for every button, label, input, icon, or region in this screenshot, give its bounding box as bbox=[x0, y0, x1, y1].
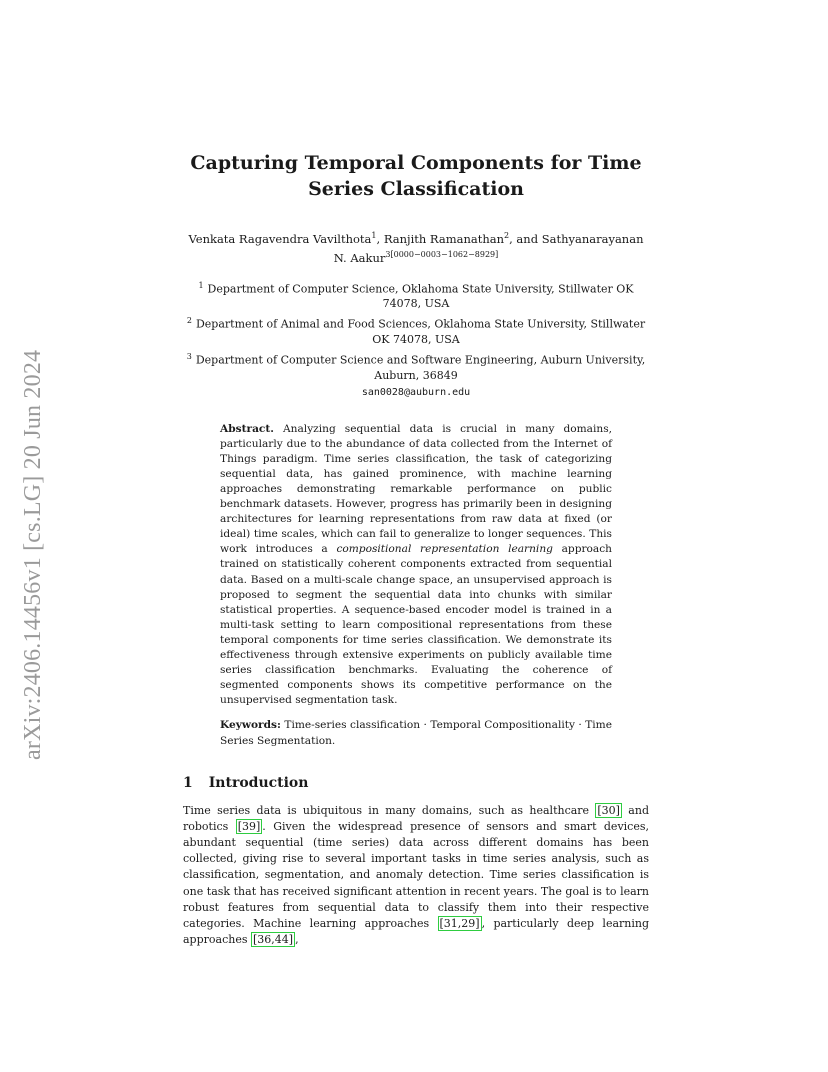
citation-link[interactable]: [36,44] bbox=[252, 933, 294, 947]
abstract-emphasis: compositional representation learning bbox=[336, 543, 553, 556]
affiliation-2: $^2$ Department of Animal and Food Sciences, Oklahoma State University, Stillwater OK 74078, USA bbox=[186, 316, 646, 346]
affiliation-1: $^1$ Department of Computer Science, Oklahoma State University, Stillwater OK 74078, USA bbox=[198, 280, 634, 311]
abstract-text-1: Analyzing sequential data is crucial in many domains, particularly due to the abundance of data collected from the Internet of Things paradigm. Time series classification, the task of categorizing sequential data, has gained prominence, with machine learning approaches demonstrating remarkable performance on public benchmark datasets. However, progress has primarily been in designing architectures for learning representations from raw data at fixed (or ideal) time scales, which can fail to generalize to longer sequences. This work introduces a bbox=[220, 422, 612, 556]
author-1-affil: 1 bbox=[371, 231, 377, 240]
abstract-label: Abstract. bbox=[220, 422, 274, 435]
author-3-affil: 3[0000−0003−1062−8929] bbox=[385, 249, 499, 259]
keywords-label: Keywords: bbox=[220, 719, 281, 732]
author-2: Ranjith Ramanathan bbox=[383, 231, 505, 246]
section-heading bbox=[183, 775, 649, 791]
arxiv-stamp bbox=[18, 290, 52, 760]
section-title: Introduction bbox=[208, 774, 309, 791]
author-2-affil: 2 bbox=[504, 231, 510, 240]
affiliation-3: $^3$ Department of Computer Science and Software Engineering, Auburn University, Auburn, 36849 bbox=[186, 351, 646, 382]
arxiv-identifier: arXiv:2406.14456v1 [cs.LG] 20 Jun 2024 bbox=[20, 349, 46, 760]
abstract bbox=[220, 422, 612, 709]
keywords-text: Time-series classification · Temporal Compositionality · Time Series Segmentation. bbox=[220, 719, 612, 747]
abstract-text-2: approach trained on statistically coherent components extracted from sequential data. Based on a multi-scale change space, an unsupervised approach is proposed to segment the sequential data into chunks with similar statistical properties. A sequence-based encoder model is trained in a multi-task setting to learn compositional representations from these temporal components for time series classification. We demonstrate its effectiveness through extensive experiments on publicly available time series classification benchmarks. Evaluating the coherence of segmented components shows its competitive performance on the unsupervised segmentation task. bbox=[220, 543, 613, 707]
author-3: Sathyanarayanan N. Aakur bbox=[333, 231, 644, 265]
keywords bbox=[220, 718, 612, 748]
author-email: san0028@auburn.edu bbox=[361, 386, 471, 398]
author-1: Venkata Ragavendra Vavilthota bbox=[188, 231, 372, 246]
citation-link[interactable]: [30] bbox=[597, 803, 620, 817]
paper-page bbox=[183, 150, 649, 948]
citation-link[interactable]: [39] bbox=[237, 819, 261, 833]
author-list: Venkata Ragavendra Vavilthota$^1$, Ranjith Ramanathan$^2$, and Sathyanarayanan N. Aakur$^{3[0000-0003-1062-8929]}$ bbox=[188, 231, 644, 265]
intro-paragraph: Time series data is ubiquitous in many domains, such as healthcare [30] and robotics [39] . Given the widespread presence of sensors and smart devices, abundant sequential (time series) data across different domains has been collected, giving rise to several important tasks in time series analysis, such as classification, segmentation, and anomaly detection. Time series classification is one task that has received significant attention in recent years. The goal is to learn robust features from sequential data to classify them into their respective categories. Machine learning approaches [31,29] , particularly deep learning approaches [36,44] , bbox=[183, 803, 649, 947]
citation-link[interactable]: [31,29] bbox=[439, 917, 480, 931]
paper-title: Capturing Temporal Components for Time Series Classification bbox=[190, 152, 642, 200]
section-number: 1 bbox=[183, 774, 193, 791]
